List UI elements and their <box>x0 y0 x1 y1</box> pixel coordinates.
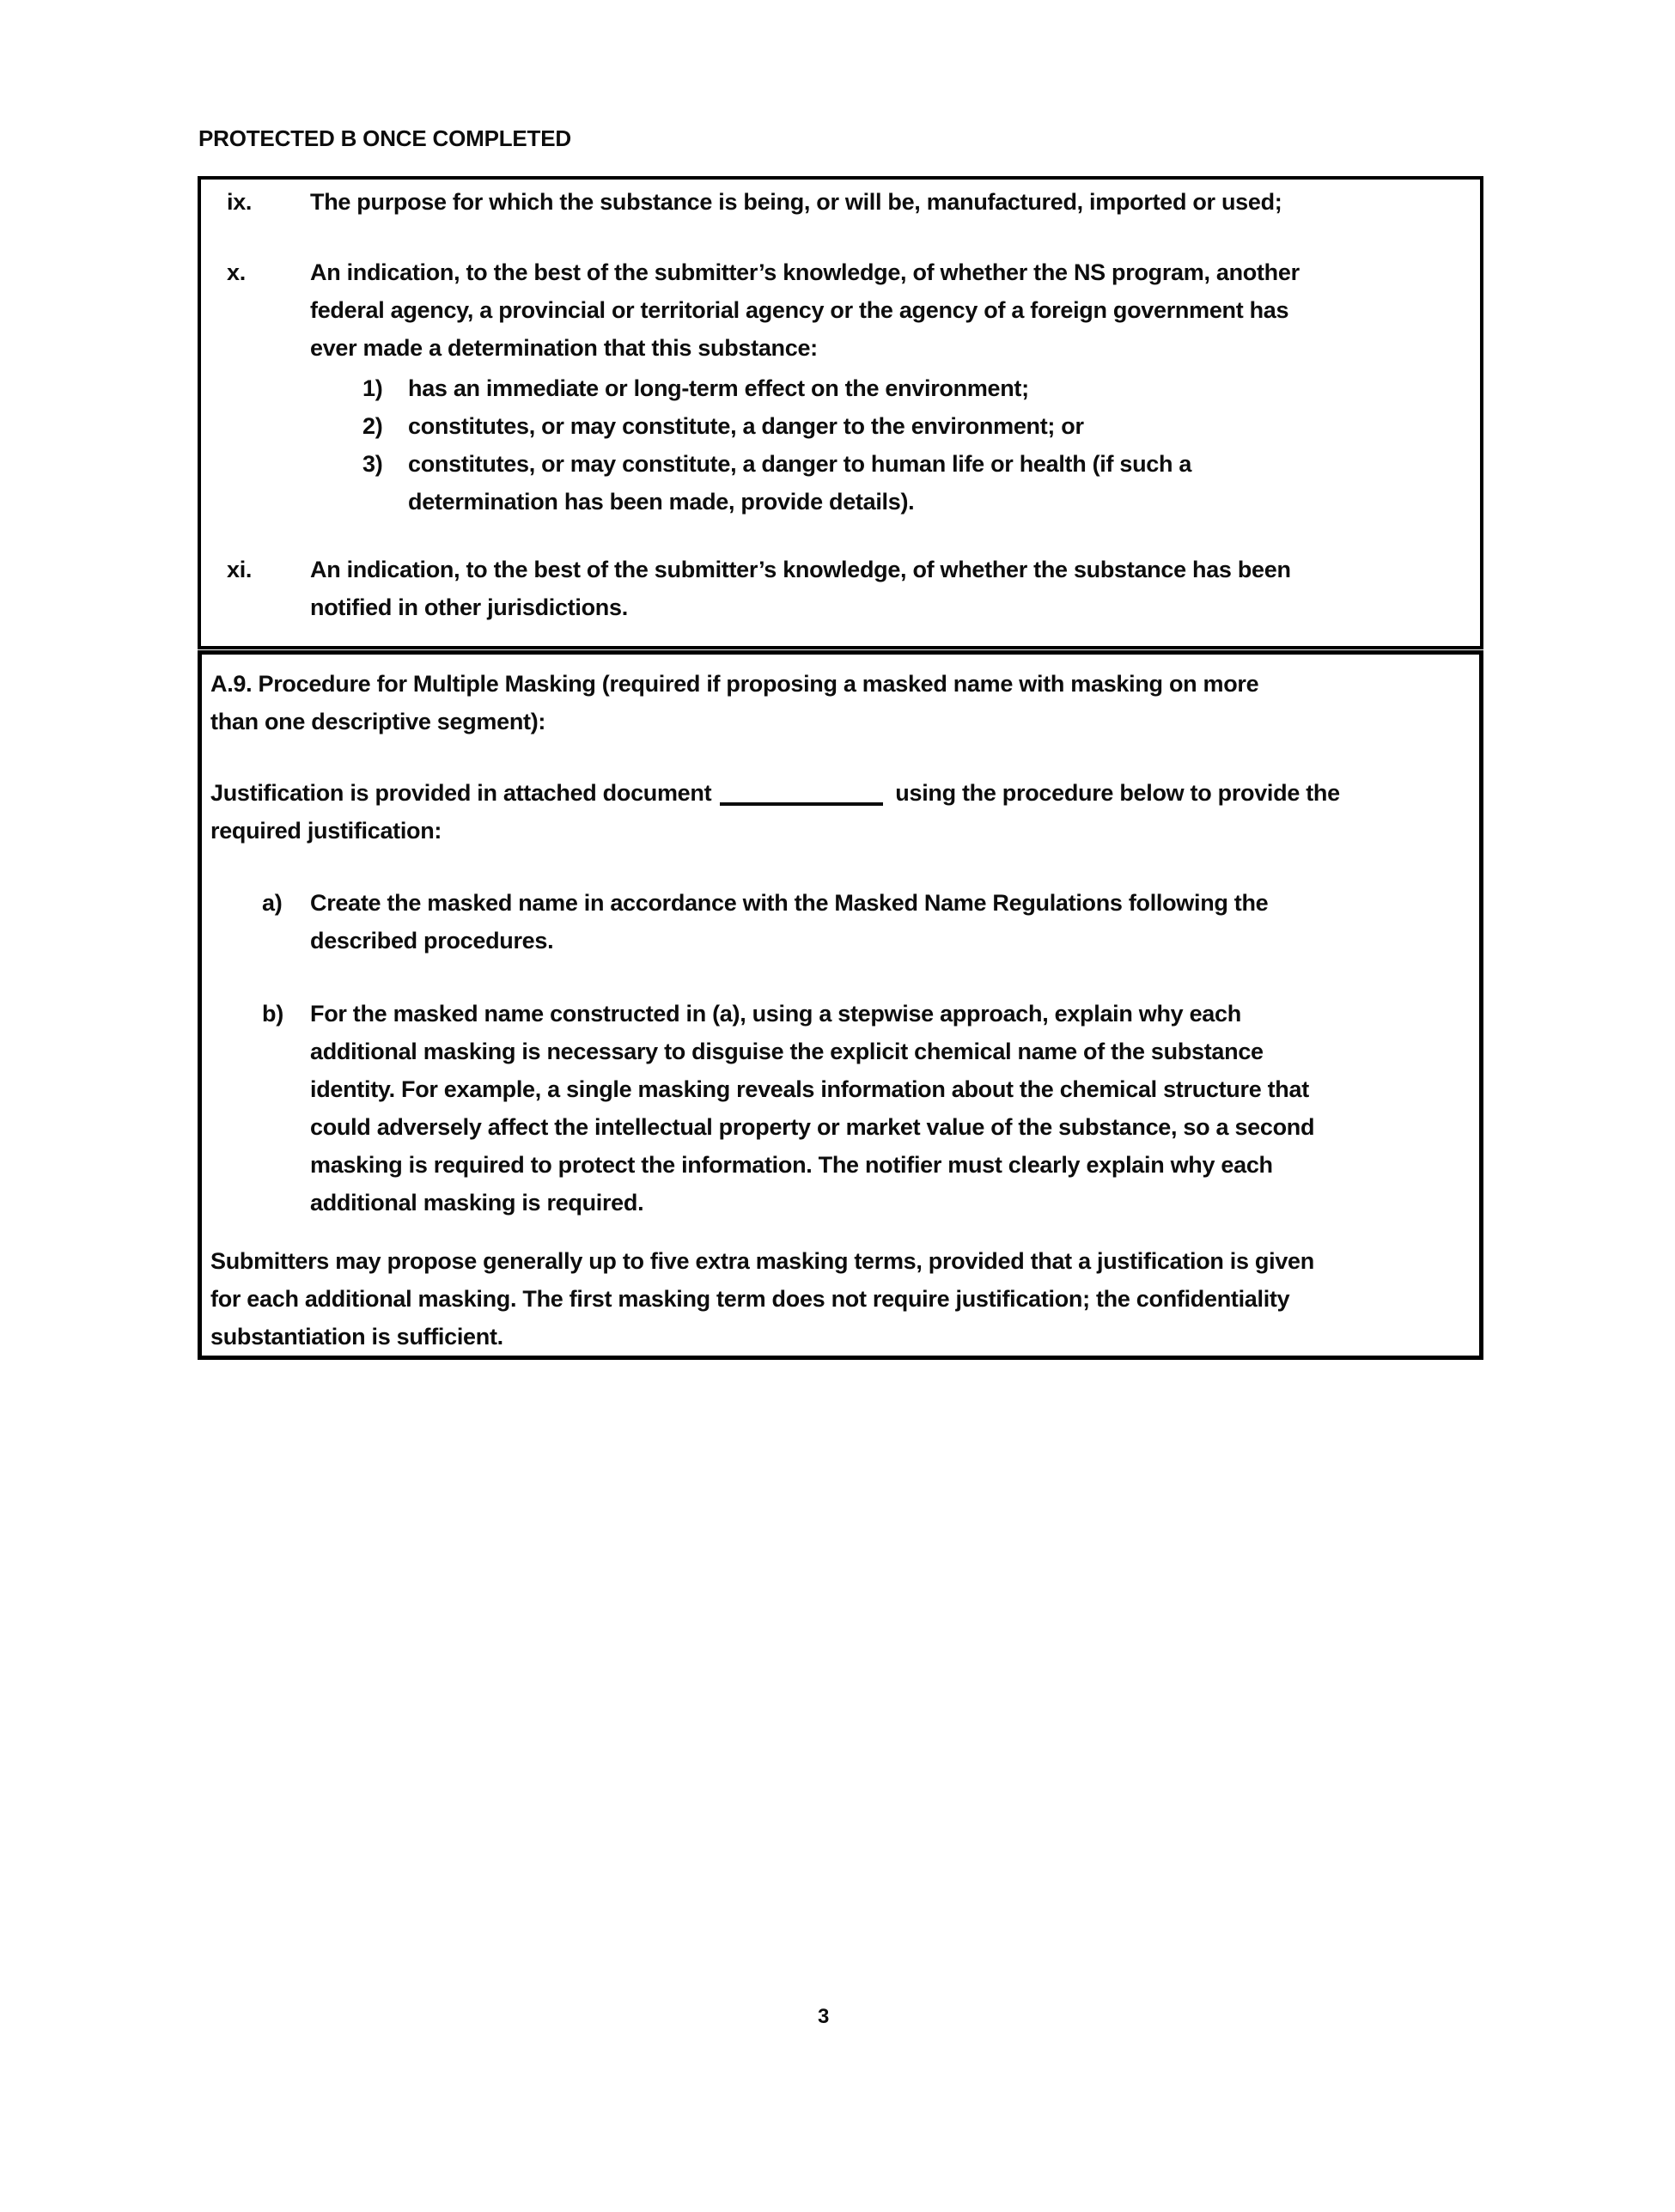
text-line: Create the masked name in accordance with the Masked Name Regulations following the <box>310 890 1269 916</box>
sublist-item-2 <box>362 407 1191 445</box>
list-item-x <box>227 253 1300 367</box>
closing-paragraph <box>210 1242 1314 1356</box>
sublist-item-1 <box>362 369 1191 407</box>
requirements-box <box>198 176 1483 649</box>
list-marker: x. <box>227 259 246 285</box>
sublist-item-3 <box>362 445 1191 483</box>
text-line: constitutes, or may constitute, a danger to human life or health (if such a <box>408 451 1192 477</box>
text-line: For the masked name constructed in (a), using a stepwise approach, explain why each <box>310 1001 1241 1027</box>
list-marker: xi. <box>227 557 253 582</box>
procedure-item-a <box>262 884 1268 960</box>
text-line: masking is required to protect the information. The notifier must clearly explain why each <box>310 1152 1273 1178</box>
text-line: constitutes, or may constitute, a danger to the environment; or <box>408 413 1084 439</box>
text-line: using the procedure below to provide the <box>895 780 1340 806</box>
text-line: described procedures. <box>310 928 554 954</box>
text-line: additional masking is required. <box>310 1190 644 1216</box>
text-line: ever made a determination that this substance: <box>310 335 818 361</box>
list-marker: ix. <box>227 189 253 215</box>
text-line: identity. For example, a single masking reveals information about the chemical structure that <box>310 1076 1309 1102</box>
text-line: Submitters may propose generally up to five extra masking terms, provided that a justification is given <box>210 1248 1314 1274</box>
list-item-xi <box>227 551 1291 626</box>
text-line: An indication, to the best of the submitter’s knowledge, of whether the substance has been <box>310 557 1291 582</box>
list-marker: 3) <box>362 451 383 477</box>
classification-banner: PROTECTED B ONCE COMPLETED <box>198 125 571 151</box>
text-line: than one descriptive segment): <box>210 709 546 734</box>
justification-blank-field[interactable] <box>720 777 883 806</box>
list-marker: 2) <box>362 413 383 439</box>
text-line: notified in other jurisdictions. <box>310 594 628 620</box>
text-line: required justification: <box>210 818 442 844</box>
text-line: has an immediate or long-term effect on the environment; <box>408 375 1029 401</box>
procedure-item-b <box>262 995 1314 1222</box>
text-line: Justification is provided in attached document <box>210 780 712 806</box>
section-heading <box>210 665 1258 740</box>
masking-procedure-box <box>198 650 1483 1360</box>
text-line: substantiation is sufficient. <box>210 1324 503 1350</box>
text-line: could adversely affect the intellectual property or market value of the substance, so a second <box>310 1114 1315 1140</box>
text-line: additional masking is necessary to disguise the explicit chemical name of the substance <box>310 1039 1264 1064</box>
text-line: for each additional masking. The first masking term does not require justification; the confidentiality <box>210 1286 1290 1312</box>
section-heading-title: A.9. Procedure for Multiple Masking <box>210 671 596 697</box>
section-heading-qualifier: (required if proposing a masked name with masking on more <box>595 671 1259 697</box>
text-line: federal agency, a provincial or territorial agency or the agency of a foreign government has <box>310 297 1289 323</box>
text-line: The purpose for which the substance is being, or will be, manufactured, imported or used; <box>310 189 1282 215</box>
list-marker: b) <box>262 1001 283 1027</box>
justification-paragraph <box>210 774 1340 850</box>
list-marker: 1) <box>362 375 383 401</box>
text-line: determination has been made, provide details). <box>408 489 915 515</box>
list-item-ix <box>227 183 1282 221</box>
text-line: An indication, to the best of the submitter’s knowledge, of whether the NS program, another <box>310 259 1300 285</box>
page-number: 3 <box>818 2005 830 2028</box>
determination-sublist <box>362 369 1191 521</box>
list-marker: a) <box>262 890 283 916</box>
